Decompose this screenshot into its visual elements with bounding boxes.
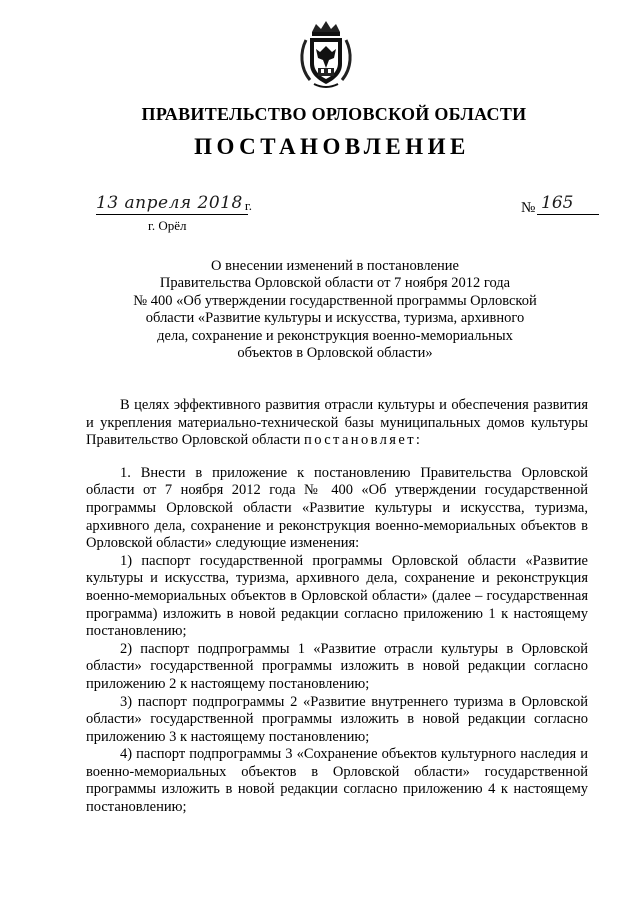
subclause-3: 3) паспорт подпрограммы 2 «Развитие внутреннего туризма в Орловской области» государственной программы изложить в новой редакции согласно приложению 3 к настоящему постановлению;: [86, 693, 588, 745]
preamble-paragraph: [86, 397, 588, 450]
city-label: г. Орёл: [148, 218, 187, 233]
number-label: №: [521, 200, 536, 216]
number-field: [537, 193, 599, 215]
subject-line: области «Развитие культуры и искусства, туризма, архивного: [145, 310, 525, 327]
subject-line: объектов в Орловской области»: [237, 345, 433, 362]
clause-1: 1. Внести в приложение к постановлению Правительства Орловской области от 7 ноября 2012 года № 400 «Об утверждении государственной программы Орловской области «Развитие культуры и искусства, туризма, архивного дела, сохранение и реконструкция военно-мемориальных объектов в Орловской области» следующие изменения:: [86, 464, 588, 552]
subject-line: О внесении изменений в постановление: [211, 258, 459, 274]
subclause-1: 1) паспорт государственной программы Орловской области «Развитие культуры и искусства, туризма, архивного дела, сохранение и реконструкция военно-мемориальных объектов в Орловской области» (далее – государственная программа) изложить в новой редакции согласно приложению 1 к настоящему постановлению;: [86, 552, 588, 640]
organization-name: ПРАВИТЕЛЬСТВО ОРЛОВСКОЙ ОБЛАСТИ: [141, 104, 527, 124]
document-body: [86, 397, 588, 817]
document-subject: [130, 258, 540, 362]
subject-line: дела, сохранение и реконструкция военно-мемориальных: [157, 327, 513, 344]
subclause-4: 4) паспорт подпрограммы 3 «Сохранение объектов культурного наследия и военно-мемориальных объектов в Орловской области» государственной программы изложить в новой редакции согласно приложению 4 к настоящему постановлению;: [86, 746, 588, 816]
handwritten-number: 165: [541, 193, 574, 213]
preamble-text: В целях эффективного развития отрасли культуры и обеспечения развития и укрепления материально-технической базы муниципальных домов культуры Правительство Орловской области: [86, 397, 588, 449]
preamble-verb: постановляет:: [304, 432, 423, 449]
document-type-title: ПОСТАНОВЛЕНИЕ: [194, 134, 470, 159]
subclause-2: 2) паспорт подпрограммы 1 «Развитие отрасли культуры в Орловской области» государственной программы изложить в новой редакции согласно приложению 2 к настоящему постановлению;: [86, 640, 588, 692]
date-field: [96, 193, 252, 215]
subject-line: Правительства Орловской области от 7 ноября 2012 года: [159, 275, 511, 292]
subject-line: № 400 «Об утверждении государственной программы Орловской: [133, 292, 537, 309]
handwritten-date: 13 апреля 2018: [96, 193, 243, 213]
date-year-suffix: г.: [244, 198, 252, 213]
orel-oblast-coat-of-arms-icon: [296, 18, 356, 90]
